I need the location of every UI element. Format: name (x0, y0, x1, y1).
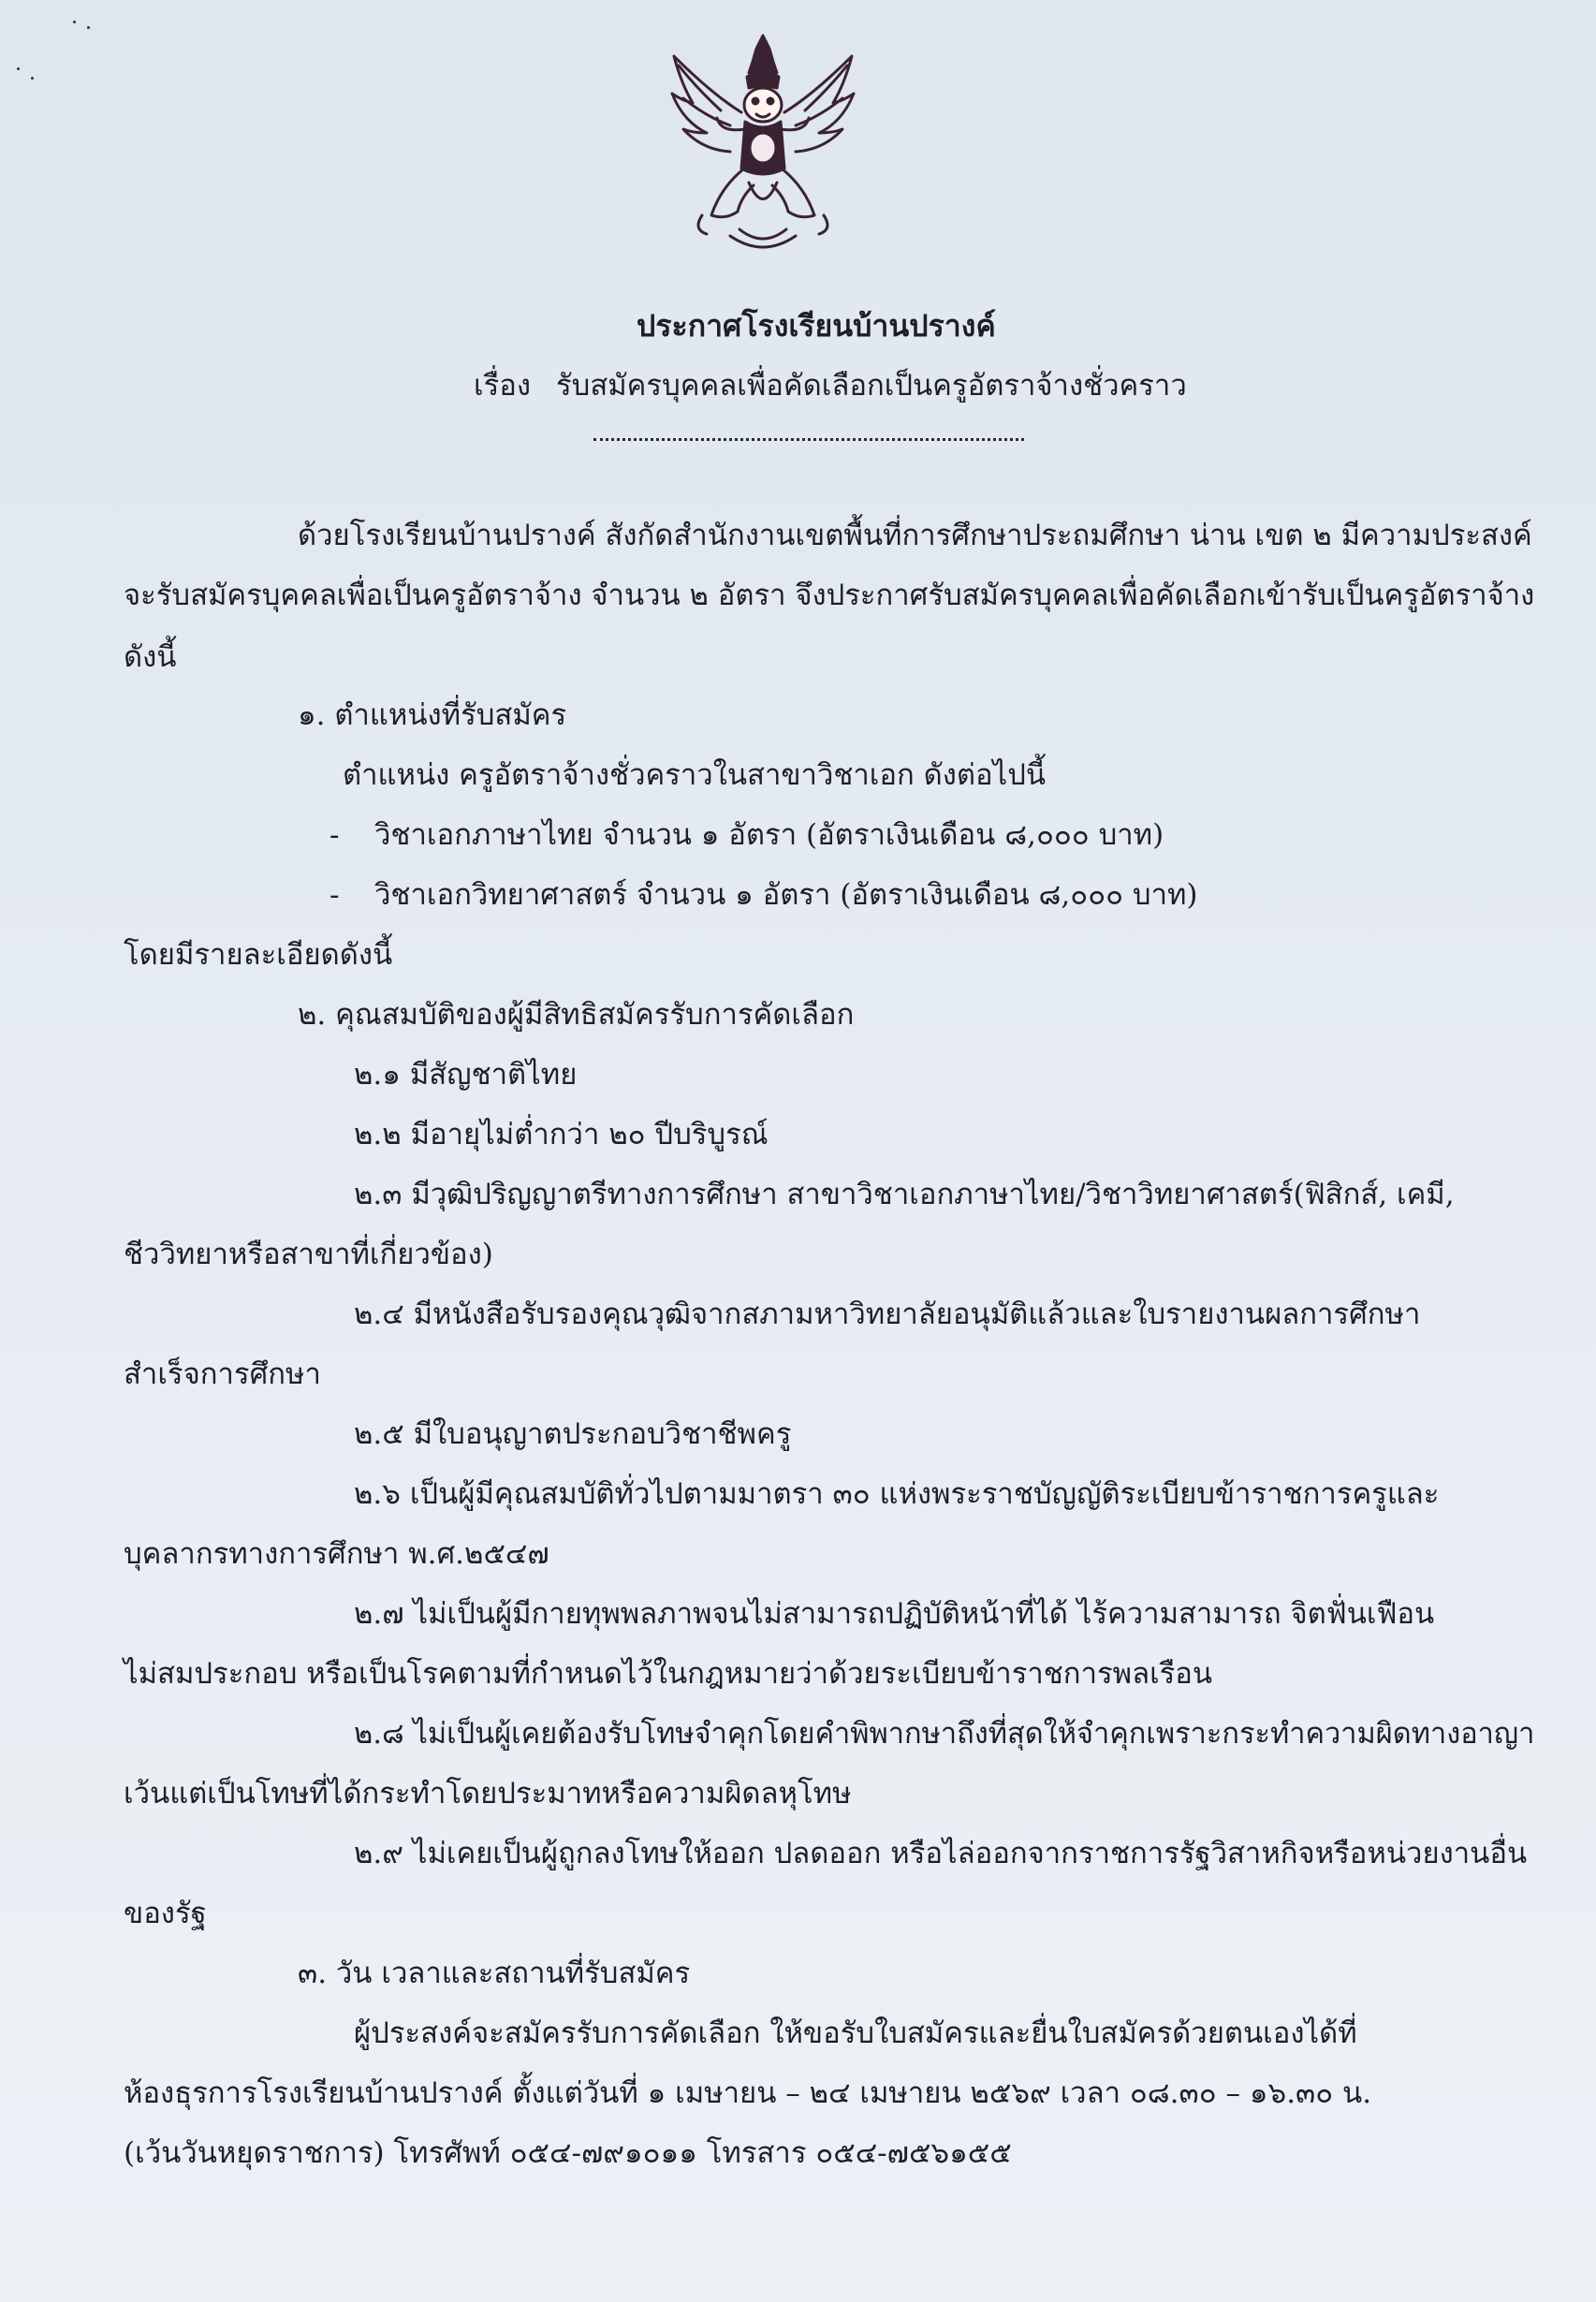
section-1-heading: ๑. ตำแหน่งที่รับสมัคร (298, 698, 567, 732)
garuda-emblem-icon (655, 28, 871, 253)
qualification-item: ๒.๒ มีอายุไม่ต่ำกว่า ๒๐ ปีบริบูรณ์ (354, 1118, 769, 1151)
announcement-title: ประกาศโรงเรียนบ้านปรางค์ (637, 308, 996, 344)
subject-label: เรื่อง (474, 369, 532, 403)
qualification-item: ๒.๙ ไม่เคยเป็นผู้ถูกลงโทษให้ออก ปลดออก หรือไล่ออกจากราชการรัฐวิสาหกิจหรือหน่วยงานอื่น (354, 1837, 1528, 1870)
section-2-heading: ๒. คุณสมบัติของผู้มีสิทธิสมัครรับการคัดเลือก (298, 998, 855, 1032)
qualification-item-cont: เว้นแต่เป็นโทษที่ได้กระทำโดยประมาทหรือความผิดลหุโทษ (124, 1777, 852, 1811)
section-1-closing: โดยมีรายละเอียดดังนี้ (124, 938, 393, 972)
intro-line-1: ด้วยโรงเรียนบ้านปรางค์ สังกัดสำนักงานเขตพื้นที่การศึกษาประถมศึกษา น่าน เขต ๒ มีความประสงค์ (298, 519, 1532, 552)
qualification-item-cont: สำเร็จการศึกษา (124, 1357, 321, 1391)
paper-speck (73, 21, 76, 23)
intro-line-2: จะรับสมัครบุคคลเพื่อเป็นครูอัตราจ้าง จำนวน ๒ อัตรา จึงประกาศรับสมัครบุคคลเพื่อคัดเลือกเข้ารับเป็นครูอัตราจ้าง (124, 579, 1535, 612)
title-divider (593, 438, 1024, 441)
section-1-dash: - (329, 878, 340, 912)
paper-speck (87, 26, 90, 29)
qualification-item-cont: บุคลากรทางการศึกษา พ.ศ.๒๕๔๗ (124, 1537, 549, 1571)
qualification-item: ๒.๔ มีหนังสือรับรองคุณวุฒิจากสภามหาวิทยาลัยอนุมัติแล้วและใบรายงานผลการศึกษา (354, 1298, 1421, 1331)
qualification-item: ๒.๓ มีวุฒิปริญญาตรีทางการศึกษา สาขาวิชาเอกภาษาไทย/วิชาวิทยาศาสตร์(ฟิสิกส์, เคมี, (354, 1178, 1455, 1211)
qualification-item: ๒.๘ ไม่เป็นผู้เคยต้องรับโทษจำคุกโดยคำพิพากษาถึงที่สุดให้จำคุกเพราะกระทำความผิดทางอาญา (354, 1717, 1535, 1751)
qualification-item: ๒.๗ ไม่เป็นผู้มีกายทุพพลภาพจนไม่สามารถปฏิบัติหน้าที่ได้ ไร้ความสามารถ จิตฟั่นเฟือน (354, 1597, 1435, 1631)
qualification-item-cont: ไม่สมประกอบ หรือเป็นโรคตามที่กำหนดไว้ในกฎหมายว่าด้วยระเบียบข้าราชการพลเรือน (124, 1657, 1213, 1691)
section-1-item: วิชาเอกภาษาไทย จำนวน ๑ อัตรา (อัตราเงินเดือน ๘,๐๐๐ บาท) (374, 818, 1164, 852)
section-3-heading: ๓. วัน เวลาและสถานที่รับสมัคร (298, 1957, 691, 1990)
section-1-sub: ตำแหน่ง ครูอัตราจ้างชั่วคราวในสาขาวิชาเอก ดังต่อไปนี้ (343, 758, 1047, 792)
qualification-item: ๒.๕ มีใบอนุญาตประกอบวิชาชีพครู (354, 1417, 792, 1451)
section-3-line-3: (เว้นวันหยุดราชการ) โทรศัพท์ ๐๕๔-๗๙๑๐๑๑ โทรสาร ๐๕๔-๗๕๖๑๕๕ (124, 2136, 1012, 2170)
section-3-line-2: ห้องธุรการโรงเรียนบ้านปรางค์ ตั้งแต่วันที่ ๑ เมษายน – ๒๔ เมษายน ๒๕๖๙ เวลา ๐๘.๓๐ – ๑๖.๓๐ น. (124, 2076, 1372, 2110)
qualification-item-cont: ชีววิทยาหรือสาขาที่เกี่ยวข้อง) (124, 1238, 493, 1271)
section-1-item: วิชาเอกวิทยาศาสตร์ จำนวน ๑ อัตรา (อัตราเงินเดือน ๘,๐๐๐ บาท) (374, 878, 1198, 912)
qualification-item: ๒.๑ มีสัญชาติไทย (354, 1058, 578, 1092)
paper-speck (17, 67, 20, 70)
qualification-item: ๒.๖ เป็นผู้มีคุณสมบัติทั่วไปตามมาตรา ๓๐ แห่งพระราชบัญญัติระเบียบข้าราชการครูและ (354, 1477, 1440, 1511)
paper-speck (31, 77, 34, 80)
section-3-line-1: ผู้ประสงค์จะสมัครรับการคัดเลือก ให้ขอรับใบสมัครและยื่นใบสมัครด้วยตนเองได้ที่ (354, 2016, 1357, 2050)
section-1-dash: - (329, 818, 340, 852)
qualification-item-cont: ของรัฐ (124, 1897, 207, 1930)
subject-text: รับสมัครบุคคลเพื่อคัดเลือกเป็นครูอัตราจ้างชั่วคราว (556, 369, 1187, 403)
intro-line-3: ดังนี้ (124, 640, 177, 674)
